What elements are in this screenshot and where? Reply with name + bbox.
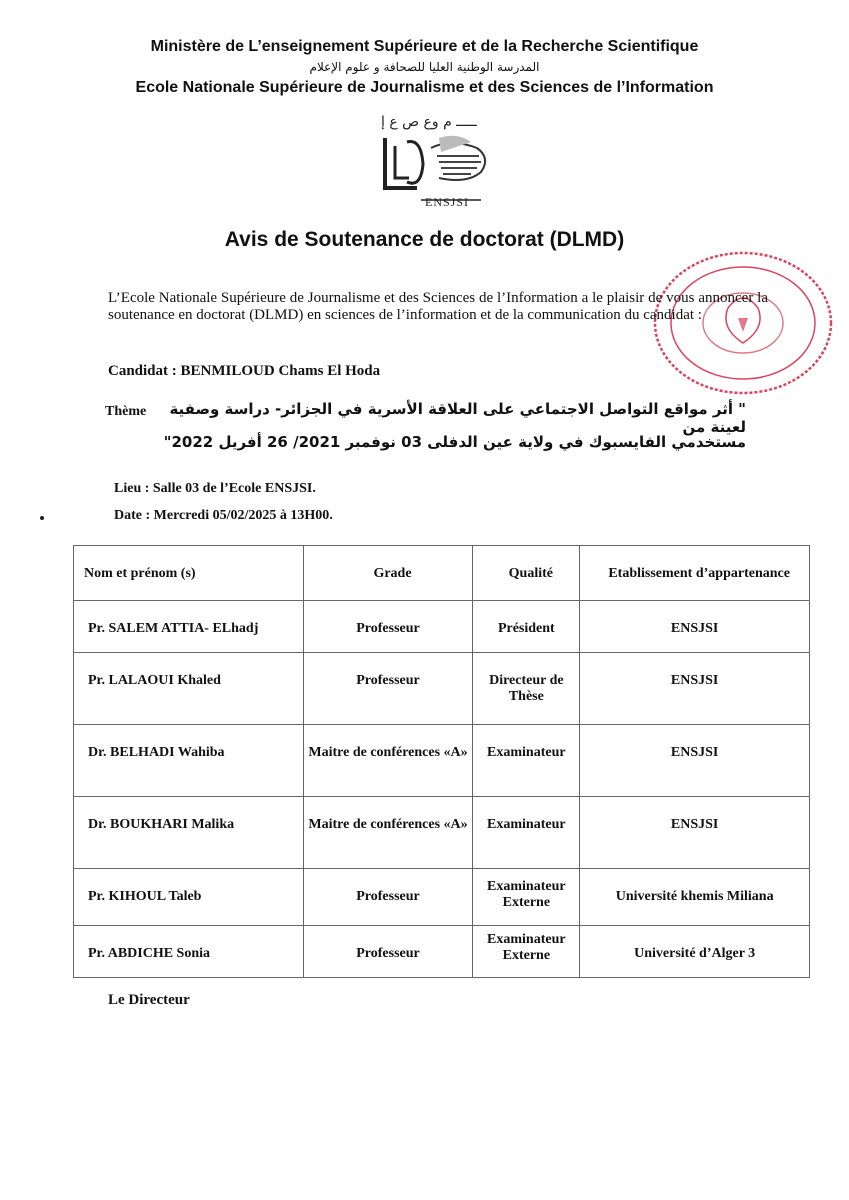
jury-grade: Maitre de conférences «A»: [303, 797, 473, 869]
jury-qualite: Examinateur: [473, 797, 580, 869]
jury-etablissement: ENSJSI: [580, 725, 810, 797]
header-qualite: Qualité: [473, 546, 580, 601]
jury-table: [73, 545, 810, 978]
table-row: [74, 797, 810, 869]
theme-label: Thème: [105, 404, 147, 419]
jury-etablissement: ENSJSI: [580, 797, 810, 869]
jury-grade: Professeur: [303, 653, 473, 725]
intro-paragraph: L’Ecole Nationale Supérieure de Journalisme et des Sciences de l’Information a le plaisir de vous annoncer la soutenance en doctorat (DLMD) en sciences de l’information et de la communication du candidat :: [108, 290, 768, 323]
jury-etablissement: ENSJSI: [580, 601, 810, 653]
jury-qualite: Examinateur: [473, 725, 580, 797]
table-row: [74, 653, 810, 725]
jury-qualite: Président: [473, 601, 580, 653]
jury-grade: Professeur: [303, 869, 473, 926]
jury-name: Dr. BOUKHARI Malika: [74, 797, 304, 869]
jury-grade: Professeur: [303, 926, 473, 978]
header-etablissement: Etablissement d’appartenance: [580, 546, 810, 601]
jury-grade: Professeur: [303, 601, 473, 653]
candidate-line: Candidat : BENMILOUD Chams El Hoda: [108, 363, 381, 379]
margin-dot: [40, 516, 44, 520]
ministry-heading: Ministère de L’enseignement Supérieure et de la Recherche Scientifique: [150, 38, 699, 55]
jury-etablissement: ENSJSI: [580, 653, 810, 725]
venue-line: Lieu : Salle 03 de l’Ecole ENSJSI.: [114, 481, 316, 496]
theme-line-1: " أثر مواقع التواصل الاجتماعي على العلاقة الأسرية في الجزائر- دراسة وصفية لعينة من: [169, 400, 746, 436]
official-stamp-icon: [648, 248, 838, 403]
jury-qualite: Examinateur Externe: [473, 869, 580, 926]
jury-name: Pr. ABDICHE Sonia: [74, 926, 304, 978]
logo-arabic-text: ـــــ م وع ص ع إ: [381, 114, 477, 130]
header-name: Nom et prénom (s): [74, 546, 304, 601]
school-name-arabic: المدرسة الوطنية العليا للصحافة و علوم الإعلام: [309, 60, 540, 74]
table-row: [74, 601, 810, 653]
header-grade: Grade: [303, 546, 473, 601]
jury-name: Pr. KIHOUL Taleb: [74, 869, 304, 926]
signature-label: Le Directeur: [108, 992, 190, 1008]
ensjsi-logo: [375, 112, 505, 212]
table-row: [74, 926, 810, 978]
logo-emblem-icon: [381, 134, 501, 204]
table-row: [74, 869, 810, 926]
logo-text: ENSJSI: [425, 195, 470, 209]
jury-grade: Maitre de conférences «A»: [303, 725, 473, 797]
jury-name: Dr. BELHADI Wahiba: [74, 725, 304, 797]
jury-qualite: Examinateur Externe: [473, 926, 580, 978]
jury-qualite: Directeur de Thèse: [473, 653, 580, 725]
theme-line-2: مستخدمي الفايسبوك في ولاية عين الدفلى 03 نوفمبر 2021/ 26 أفريل 2022": [163, 433, 746, 451]
table-header-row: [74, 546, 810, 601]
jury-etablissement: Université d’Alger 3: [580, 926, 810, 978]
date-line: Date : Mercredi 05/02/2025 à 13H00.: [114, 508, 333, 523]
page-title: Avis de Soutenance de doctorat (DLMD): [224, 228, 625, 251]
jury-etablissement: Université khemis Miliana: [580, 869, 810, 926]
jury-name: Pr. SALEM ATTIA- ELhadj: [74, 601, 304, 653]
jury-name: Pr. LALAOUI Khaled: [74, 653, 304, 725]
school-name-french: Ecole Nationale Supérieure de Journalisme et des Sciences de l’Information: [135, 79, 714, 96]
table-row: [74, 725, 810, 797]
